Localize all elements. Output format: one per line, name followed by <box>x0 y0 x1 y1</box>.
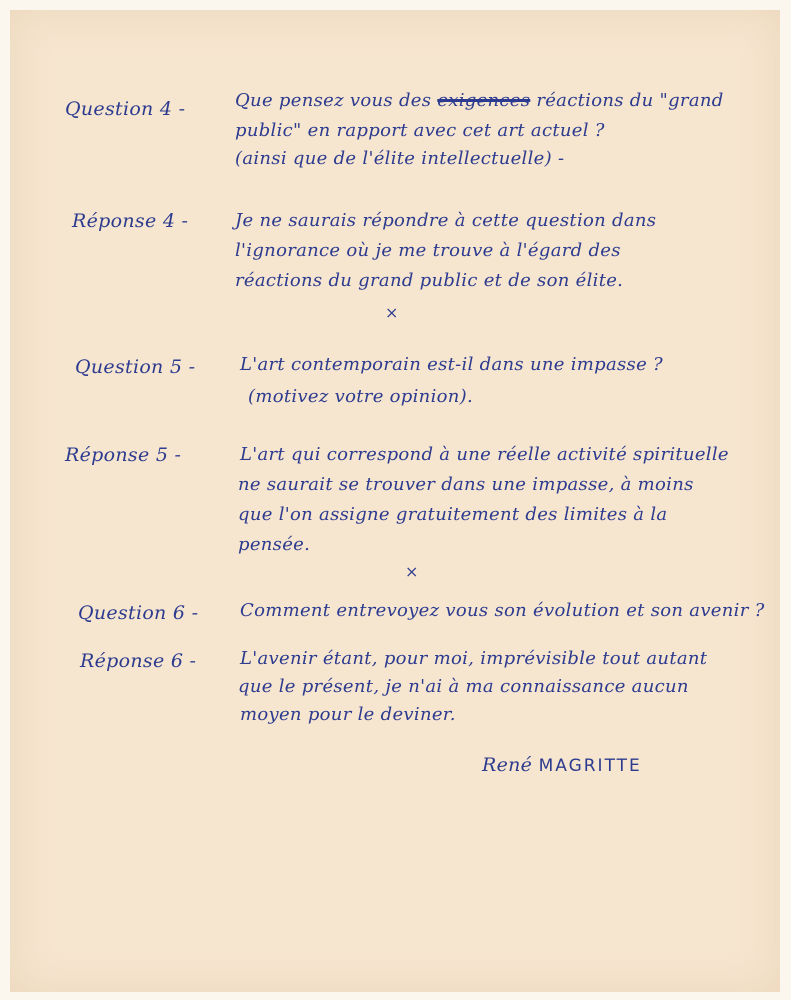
answer-5-line: ne saurait se trouver dans une impasse, à moins <box>238 474 694 495</box>
answer-6-line: L'avenir étant, pour moi, imprévisible tout autant <box>240 648 708 669</box>
crossed-out-word: exigences <box>437 90 531 111</box>
answer-5-line: que l'on assigne gratuitement des limites à la <box>238 504 668 525</box>
answer-5-line: pensée. <box>238 534 311 555</box>
question-5-line: L'art contemporain est-il dans une impasse ? <box>240 354 664 375</box>
answer-6-line: moyen pour le deviner. <box>240 704 456 725</box>
question-4-line: (ainsi que de l'élite intellectuelle) - <box>235 148 565 169</box>
answer-6-line: que le présent, je n'ai à ma connaissance aucun <box>238 676 689 697</box>
answer-4-line: réactions du grand public et de son élite. <box>235 270 624 291</box>
answer-4-line: Je ne saurais répondre à cette question dans <box>235 210 657 231</box>
letter-page <box>10 10 780 992</box>
answer-4-label: Réponse 4 - <box>72 210 189 232</box>
separator-mark: × <box>385 303 399 322</box>
question-5-label: Question 5 - <box>75 356 196 378</box>
answer-4-line: l'ignorance où je me trouve à l'égard des <box>235 240 621 261</box>
answer-5-line: L'art qui correspond à une réelle activité spirituelle <box>240 444 729 465</box>
separator-mark: × <box>405 562 419 581</box>
question-4-label: Question 4 - <box>65 98 186 120</box>
question-4-line: public" en rapport avec cet art actuel ? <box>235 120 605 141</box>
answer-6-label: Réponse 6 - <box>80 650 197 672</box>
signature: René MAGRITTE <box>482 754 642 776</box>
answer-5-label: Réponse 5 - <box>65 444 182 466</box>
question-6-line: Comment entrevoyez vous son évolution et son avenir ? <box>240 600 765 621</box>
question-5-line: (motivez votre opinion). <box>248 386 474 407</box>
question-6-label: Question 6 - <box>78 602 199 624</box>
question-4-line: Que pensez vous des exigences réactions du "grand <box>235 90 724 111</box>
